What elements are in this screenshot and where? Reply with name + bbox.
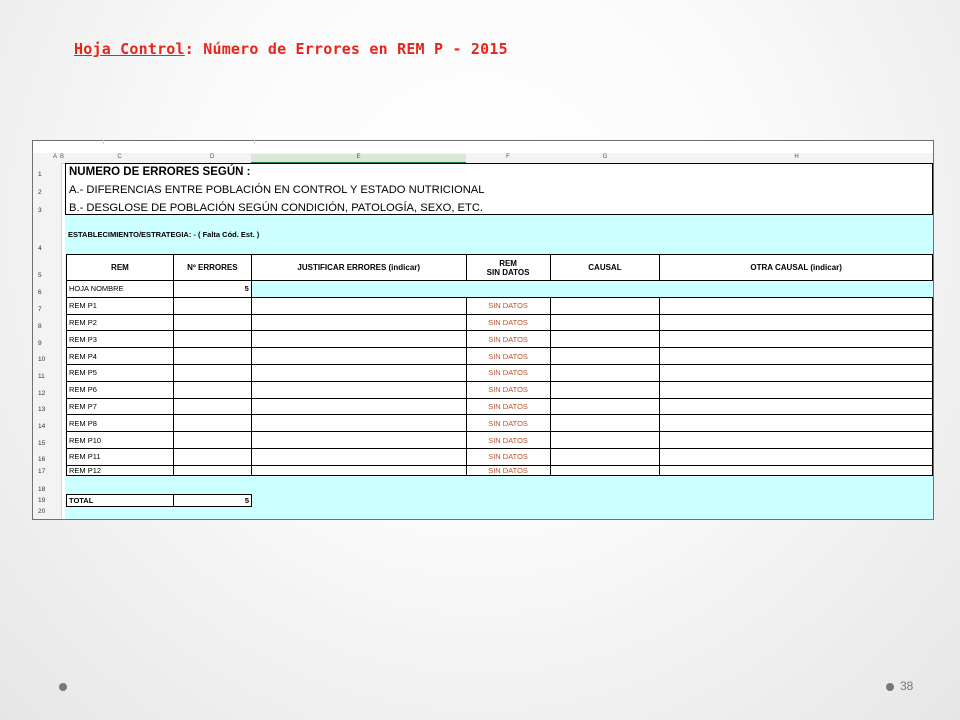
cell-causal[interactable] [550, 331, 660, 348]
cell-sin-datos[interactable]: SIN DATOS [466, 448, 550, 465]
cell-causal[interactable] [550, 398, 660, 415]
row-header[interactable]: 8 [38, 323, 42, 330]
cell-rem[interactable]: REM P6 [67, 381, 174, 398]
cell-otra-causal[interactable] [660, 448, 933, 465]
table-row [67, 448, 933, 465]
table-row [67, 415, 933, 432]
right-bullet-dot [886, 683, 894, 691]
col-header-b[interactable]: B [59, 154, 64, 160]
cell-sin-datos[interactable]: SIN DATOS [466, 364, 550, 381]
col-rem-sin-datos-l2: SIN DATOS [486, 267, 530, 277]
cell-sin-datos[interactable]: SIN DATOS [466, 348, 550, 365]
cell-sin-datos[interactable]: SIN DATOS [466, 432, 550, 449]
col-errores[interactable]: Nº ERRORES [173, 255, 251, 281]
cell-otra-causal[interactable] [660, 465, 933, 475]
table-row [67, 465, 933, 475]
cell-justificar[interactable] [251, 415, 466, 432]
col-rem-sin-datos[interactable] [466, 255, 550, 281]
row-header[interactable]: 2 [38, 189, 42, 196]
table-row [67, 381, 933, 398]
cell-otra-causal[interactable] [660, 348, 933, 365]
cell-errores[interactable] [173, 465, 251, 475]
col-otra-causal[interactable]: OTRA CAUSAL (indicar) [660, 255, 933, 281]
cell-justificar[interactable] [251, 314, 466, 331]
col-header-g[interactable]: G [602, 154, 608, 160]
cell-sin-datos[interactable]: SIN DATOS [466, 398, 550, 415]
table-row [67, 314, 933, 331]
cell-sin-datos[interactable]: SIN DATOS [466, 297, 550, 314]
row-header[interactable]: 7 [38, 306, 42, 313]
cell-justificar[interactable] [251, 297, 466, 314]
table-row [67, 297, 933, 314]
cell-causal[interactable] [550, 364, 660, 381]
row-header[interactable]: 15 [38, 440, 46, 447]
row-header[interactable]: 17 [38, 468, 46, 475]
cell-errores[interactable] [173, 432, 251, 449]
cell-errores[interactable] [173, 415, 251, 432]
col-header-a[interactable]: A [52, 154, 57, 160]
cell-justificar[interactable] [251, 398, 466, 415]
cell-rem[interactable]: HOJA NOMBRE [67, 281, 174, 298]
cell-errores[interactable] [173, 364, 251, 381]
table-row [67, 331, 933, 348]
row-header[interactable]: 18 [38, 486, 46, 493]
slide-title [74, 40, 508, 58]
cell-justificar[interactable] [251, 465, 466, 475]
cell-rem[interactable]: REM P3 [67, 331, 174, 348]
col-header-f[interactable]: F [506, 154, 510, 160]
cell-justificar[interactable] [251, 348, 466, 365]
cell-causal[interactable] [550, 415, 660, 432]
cell-otra-causal[interactable] [660, 398, 933, 415]
cell-justificar[interactable] [251, 331, 466, 348]
cell-otra-causal[interactable] [660, 381, 933, 398]
table-row [67, 281, 933, 298]
cell-errores[interactable] [173, 448, 251, 465]
cell-rem[interactable]: REM P5 [67, 364, 174, 381]
cell-sin-datos[interactable]: SIN DATOS [466, 331, 550, 348]
header-line-title: NUMERO DE ERRORES SEGÚN : [69, 166, 251, 178]
row-header[interactable]: 19 [38, 497, 46, 504]
header-line-b: B.- DESGLOSE DE POBLACIÓN SEGÚN CONDICIÓN, PATOLOGÍA, SEXO, ETC. [69, 202, 484, 214]
col-rem[interactable]: REM [67, 255, 174, 281]
col-header-e[interactable]: E [251, 154, 466, 164]
cell-rem[interactable]: REM P4 [67, 348, 174, 365]
total-table [66, 494, 252, 507]
cell-otra-causal[interactable] [660, 432, 933, 449]
cell-rem[interactable]: REM P7 [67, 398, 174, 415]
cell-errores[interactable] [173, 381, 251, 398]
cell-empty[interactable] [251, 281, 932, 298]
cell-sin-datos[interactable]: SIN DATOS [466, 415, 550, 432]
cell-errores[interactable] [173, 314, 251, 331]
row-header[interactable]: 14 [38, 423, 46, 430]
cell-causal[interactable] [550, 381, 660, 398]
spreadsheet-screenshot [32, 140, 934, 520]
ribbon-fragment [103, 140, 255, 144]
table-row [67, 348, 933, 365]
cell-rem[interactable]: REM P8 [67, 415, 174, 432]
row-header[interactable]: 3 [38, 207, 42, 214]
cell-rem[interactable]: REM P11 [67, 448, 174, 465]
cell-otra-causal[interactable] [660, 314, 933, 331]
row-headers [33, 163, 62, 519]
row-header[interactable]: 13 [38, 406, 46, 413]
col-justificar[interactable]: JUSTIFICAR ERRORES (indicar) [251, 255, 466, 281]
header-line-a: A.- DIFERENCIAS ENTRE POBLACIÓN EN CONTROL Y ESTADO NUTRICIONAL [69, 184, 485, 196]
cell-causal[interactable] [550, 448, 660, 465]
row-header[interactable]: 9 [38, 340, 42, 347]
col-header-d[interactable]: D [209, 154, 215, 160]
cell-rem[interactable]: REM P12 [67, 465, 174, 475]
cell-causal[interactable] [550, 297, 660, 314]
cell-causal[interactable] [550, 465, 660, 475]
table-row [67, 398, 933, 415]
col-header-h[interactable]: H [794, 154, 799, 160]
cell-justificar[interactable] [251, 448, 466, 465]
cell-errores[interactable] [173, 348, 251, 365]
cell-justificar[interactable] [251, 381, 466, 398]
cell-otra-causal[interactable] [660, 364, 933, 381]
cell-rem[interactable]: REM P10 [67, 432, 174, 449]
cell-sin-datos[interactable]: SIN DATOS [466, 314, 550, 331]
row-header[interactable]: 12 [38, 390, 46, 397]
page-number: 38 [900, 679, 914, 693]
total-label[interactable]: TOTAL [67, 495, 174, 507]
cell-causal[interactable] [550, 314, 660, 331]
cell-justificar[interactable] [251, 432, 466, 449]
slide-title-underlined: Hoja Control [74, 40, 185, 58]
row-header[interactable]: 4 [38, 245, 42, 252]
cell-otra-causal[interactable] [660, 331, 933, 348]
row-header[interactable]: 6 [38, 289, 42, 296]
table-row [67, 364, 933, 381]
cell-errores[interactable]: 5 [173, 281, 251, 298]
total-value[interactable]: 5 [174, 495, 252, 507]
header-box [65, 163, 933, 215]
col-causal[interactable]: CAUSAL [550, 255, 660, 281]
cell-errores[interactable] [173, 297, 251, 314]
cell-rem[interactable]: REM P1 [67, 297, 174, 314]
establecimiento-label: ESTABLECIMIENTO/ESTRATEGIA: - ( Falta Cód. Est. ) [68, 230, 260, 239]
table-row [67, 432, 933, 449]
row-header[interactable]: 11 [38, 373, 45, 380]
cell-otra-causal[interactable] [660, 297, 933, 314]
cell-sin-datos[interactable]: SIN DATOS [466, 465, 550, 475]
col-rem-sin-datos-l1: REM [499, 258, 517, 268]
cell-errores[interactable] [173, 331, 251, 348]
cell-justificar[interactable] [251, 364, 466, 381]
slide-title-rest: : Número de Errores en REM P - 2015 [184, 40, 508, 58]
row-header[interactable]: 20 [38, 508, 46, 515]
row-header[interactable]: 1 [38, 171, 42, 178]
cell-errores[interactable] [173, 398, 251, 415]
cell-otra-causal[interactable] [660, 415, 933, 432]
row-header[interactable]: 10 [38, 356, 46, 363]
cell-rem[interactable]: REM P2 [67, 314, 174, 331]
left-bullet-dot [59, 683, 67, 691]
cell-causal[interactable] [550, 348, 660, 365]
row-header[interactable]: 5 [38, 272, 42, 279]
col-header-c[interactable]: C [117, 154, 122, 160]
row-header[interactable]: 16 [38, 456, 46, 463]
cell-causal[interactable] [550, 432, 660, 449]
cell-sin-datos[interactable]: SIN DATOS [466, 381, 550, 398]
errors-table [66, 254, 933, 476]
total-row [67, 495, 252, 507]
